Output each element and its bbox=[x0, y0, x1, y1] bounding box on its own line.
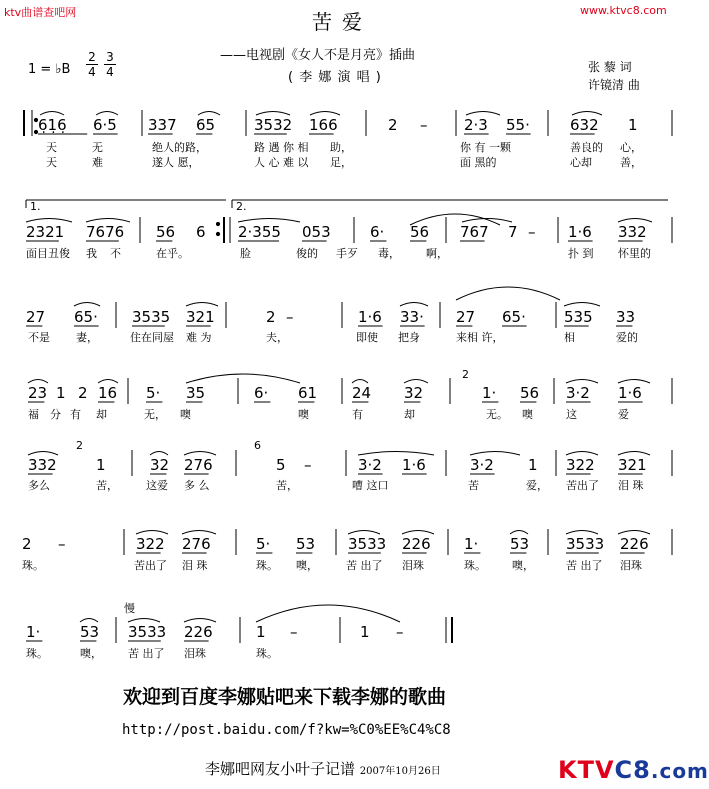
note: 3·2 bbox=[358, 456, 382, 474]
slur bbox=[186, 303, 218, 307]
lyric: 泪珠 bbox=[184, 647, 206, 660]
note: 56 bbox=[520, 384, 540, 402]
welcome-banner: 欢迎到百度李娜贴吧来下载李娜的歌曲 bbox=[123, 686, 447, 708]
lyric: 住在同屋 bbox=[130, 331, 174, 344]
lyric: 手歹 bbox=[336, 247, 358, 260]
slur bbox=[28, 452, 58, 456]
lyric: 多 么 bbox=[184, 479, 210, 492]
note: 33· bbox=[400, 308, 424, 326]
note: 1· bbox=[26, 623, 41, 641]
lyric: 噢 bbox=[298, 408, 309, 421]
lyric: 泪 珠 bbox=[618, 479, 644, 492]
note: 321 bbox=[186, 308, 215, 326]
meter-denominator: 4 bbox=[104, 64, 116, 79]
lyric: 多么 bbox=[28, 479, 50, 492]
lyric-verse-2: 人 心 难 以 bbox=[254, 156, 309, 169]
note: 7 bbox=[508, 223, 518, 241]
song-subtitle: ——电视剧《女人不是月亮》插曲 bbox=[220, 48, 416, 63]
lyric: 却 bbox=[96, 408, 107, 421]
lyric: 不 bbox=[110, 247, 121, 260]
lyric: 珠。 bbox=[464, 559, 486, 572]
note: 276 bbox=[184, 456, 213, 474]
note: 7676 bbox=[86, 223, 125, 241]
lyric: 即使 bbox=[356, 331, 378, 344]
lyricist-credit: 张 藜 词 bbox=[588, 60, 632, 74]
meter-numerator: 3 bbox=[106, 50, 114, 64]
note: 32 bbox=[150, 456, 170, 474]
note: 6·5 bbox=[93, 116, 117, 134]
lyric: 无 bbox=[92, 141, 103, 154]
lyric: 噢， bbox=[512, 559, 534, 572]
lyric: 脸 bbox=[240, 247, 251, 260]
note: 2 bbox=[78, 384, 88, 402]
lyric: 泪 珠 bbox=[182, 559, 208, 572]
lyric-verse-2: 面 黑的 bbox=[460, 156, 497, 169]
lyric: 绝人的路， bbox=[152, 141, 207, 154]
lyric: 福 bbox=[28, 408, 39, 421]
note: 55· bbox=[506, 116, 530, 134]
slur bbox=[238, 219, 300, 223]
note: 35 bbox=[186, 384, 206, 402]
note: 2·3 bbox=[464, 116, 488, 134]
note: 56 bbox=[410, 223, 430, 241]
lyric: 啊， bbox=[426, 247, 448, 260]
slur bbox=[98, 380, 118, 384]
slur bbox=[96, 112, 118, 116]
note: 321 bbox=[618, 456, 647, 474]
lyric: 爱， bbox=[526, 479, 548, 492]
note: 053 bbox=[302, 223, 331, 241]
note: 1·6 bbox=[618, 384, 642, 402]
note: 1 bbox=[96, 456, 106, 474]
slur bbox=[150, 452, 168, 456]
note: 1·6 bbox=[358, 308, 382, 326]
note: 1 bbox=[528, 456, 538, 474]
lyric: 有 bbox=[352, 408, 363, 421]
lyric: 苦出了 bbox=[566, 479, 599, 492]
lyric: 泪珠 bbox=[620, 559, 642, 572]
transcriber-name: 李娜吧网友小叶子记谱 bbox=[205, 760, 356, 778]
note: 23 bbox=[28, 384, 48, 402]
note: 632 bbox=[570, 116, 599, 134]
note: 6· bbox=[254, 384, 269, 402]
slur bbox=[184, 452, 216, 456]
meter-denominator: 4 bbox=[86, 64, 98, 79]
lyric: 难 为 bbox=[186, 331, 212, 344]
volta-1-label: 1. bbox=[30, 200, 41, 213]
note: 56 bbox=[156, 223, 176, 241]
note: 3532 bbox=[254, 116, 293, 134]
note: – bbox=[286, 308, 294, 326]
note: 3533 bbox=[128, 623, 167, 641]
site-watermark-left: ktv曲谱查吧网 bbox=[4, 6, 77, 19]
note: 2 bbox=[22, 535, 32, 553]
lyric: 不是 bbox=[28, 331, 50, 344]
note: 5· bbox=[256, 535, 271, 553]
note: 1· bbox=[464, 535, 479, 553]
lyric: 无。 bbox=[486, 408, 508, 421]
slur bbox=[186, 374, 300, 383]
meter-numerator: 2 bbox=[88, 50, 96, 64]
slur bbox=[404, 380, 428, 384]
lyric: 你 有 一颗 bbox=[460, 141, 511, 154]
lyric: 在乎。 bbox=[156, 247, 189, 260]
lyric: 噢 bbox=[180, 408, 191, 421]
repeat-dot bbox=[216, 222, 219, 225]
lyric-verse-2: 心却 bbox=[570, 156, 592, 169]
note: 2 bbox=[266, 308, 276, 326]
note: 61 bbox=[298, 384, 318, 402]
note: 226 bbox=[620, 535, 649, 553]
slur bbox=[128, 619, 160, 623]
note: 65· bbox=[502, 308, 526, 326]
lyric: 珠。 bbox=[256, 559, 278, 572]
slur bbox=[566, 531, 598, 535]
lyric: 把身 bbox=[398, 331, 420, 344]
note: 276 bbox=[182, 535, 211, 553]
note: 1 bbox=[360, 623, 370, 641]
lyric: 珠。 bbox=[22, 559, 44, 572]
lyric-verse-2: 足， bbox=[330, 156, 352, 169]
note: 65· bbox=[74, 308, 98, 326]
note: 1 bbox=[628, 116, 638, 134]
lyric-verse-2: 善， bbox=[620, 156, 642, 169]
lyric: 嘈 这口 bbox=[352, 479, 389, 492]
note: 226 bbox=[402, 535, 431, 553]
composer-credit: 许镜清 曲 bbox=[588, 78, 640, 92]
slur bbox=[348, 531, 380, 535]
lyric: 却 bbox=[404, 408, 415, 421]
note: 1·6 bbox=[402, 456, 426, 474]
lyric: 苦出了 bbox=[134, 559, 167, 572]
singer-credit: ( 李 娜 演 唱 ) bbox=[288, 70, 382, 85]
lyric: 路 遇 你 相 bbox=[254, 141, 309, 154]
lyric: 妻， bbox=[76, 331, 98, 344]
note: 53 bbox=[510, 535, 530, 553]
note: 2·355 bbox=[238, 223, 281, 241]
note: 226 bbox=[184, 623, 213, 641]
slur bbox=[618, 531, 650, 535]
repeat-dot bbox=[216, 232, 219, 235]
lyric: 这爱 bbox=[146, 479, 168, 492]
note: – bbox=[528, 223, 536, 241]
slur bbox=[470, 452, 520, 456]
note: 337 bbox=[148, 116, 177, 134]
lyric: 珠。 bbox=[256, 647, 278, 660]
lyric: 苦 bbox=[468, 479, 479, 492]
note: 32 bbox=[404, 384, 424, 402]
slur bbox=[352, 380, 368, 384]
logo-ktv: KTV bbox=[558, 756, 615, 784]
slur bbox=[618, 452, 650, 456]
note: 33 bbox=[616, 308, 636, 326]
note: – bbox=[58, 535, 66, 553]
lyric: 苦， bbox=[96, 479, 118, 492]
lyric: 天 bbox=[46, 141, 57, 154]
slur bbox=[80, 619, 98, 623]
slur bbox=[28, 380, 48, 384]
lyric: 噢 bbox=[522, 408, 533, 421]
note: 2321 bbox=[26, 223, 65, 241]
note: 65 bbox=[196, 116, 216, 134]
note: 535 bbox=[564, 308, 593, 326]
note: 6̣1̣6̣ bbox=[38, 116, 67, 134]
note: – bbox=[304, 456, 312, 474]
lyric: 爱的 bbox=[616, 331, 638, 344]
volta-2-label: 2. bbox=[236, 200, 247, 213]
slur bbox=[618, 219, 652, 223]
lyric: 这 bbox=[566, 408, 577, 421]
note: 1· bbox=[482, 384, 497, 402]
lyric: 珠。 bbox=[26, 647, 48, 660]
lyric: 俊的 bbox=[296, 247, 318, 260]
lyric: 我 bbox=[86, 247, 97, 260]
lyric: 爱 bbox=[618, 408, 629, 421]
lyric: 助， bbox=[330, 141, 352, 154]
key-signature: 1 = ♭B bbox=[28, 62, 71, 77]
slur bbox=[184, 619, 216, 623]
lyric: 心， bbox=[620, 141, 642, 154]
lyric: 苦 出了 bbox=[128, 647, 165, 660]
note: 16 bbox=[98, 384, 118, 402]
note: 3535 bbox=[132, 308, 171, 326]
logo-domain: .com bbox=[650, 759, 709, 783]
lyric: 噢， bbox=[80, 647, 102, 660]
note: 5· bbox=[146, 384, 161, 402]
lyric: 泪珠 bbox=[402, 559, 424, 572]
note: 3533 bbox=[348, 535, 387, 553]
note: 332 bbox=[28, 456, 57, 474]
lyric: 面目丑俊 bbox=[26, 247, 70, 260]
note: 6 bbox=[196, 223, 206, 241]
lyric: 苦 出了 bbox=[566, 559, 603, 572]
slur bbox=[566, 380, 598, 384]
slur bbox=[572, 112, 602, 116]
slur bbox=[618, 380, 650, 384]
lyric: 苦， bbox=[276, 479, 298, 492]
site-watermark-right: www.ktvc8.com bbox=[580, 4, 667, 17]
transcriber-credit bbox=[205, 758, 441, 779]
note: 332 bbox=[618, 223, 647, 241]
lyric-verse-2: 难 bbox=[92, 156, 103, 169]
note: 166 bbox=[309, 116, 338, 134]
slur bbox=[136, 531, 168, 535]
ktvc8-logo[interactable] bbox=[558, 756, 709, 784]
note: 3·2 bbox=[566, 384, 590, 402]
lyric: 分 bbox=[50, 408, 61, 421]
note: 322 bbox=[136, 535, 165, 553]
slur bbox=[182, 531, 216, 535]
source-url[interactable]: http://post.baidu.com/f?kw=%C0%EE%C4%C8 bbox=[122, 722, 451, 738]
lyric: 苦 出了 bbox=[346, 559, 383, 572]
lyric: 有 bbox=[70, 408, 81, 421]
note: 3·2 bbox=[470, 456, 494, 474]
note: – bbox=[396, 623, 404, 641]
note: 322 bbox=[566, 456, 595, 474]
note: 1·6 bbox=[568, 223, 592, 241]
lyric: 怀里的 bbox=[618, 247, 651, 260]
slur bbox=[86, 219, 130, 223]
slur bbox=[74, 303, 100, 307]
lyric: 相 bbox=[564, 331, 575, 344]
note: – bbox=[420, 116, 428, 134]
slur bbox=[466, 112, 500, 116]
slur bbox=[256, 112, 290, 116]
lyric: 无， bbox=[144, 408, 166, 421]
grace-note: 6 bbox=[254, 439, 261, 452]
slur bbox=[564, 303, 600, 307]
lyric: 夫， bbox=[266, 331, 288, 344]
note: 27 bbox=[26, 308, 46, 326]
slur bbox=[566, 452, 598, 456]
note: 5 bbox=[276, 456, 286, 474]
grace-note: 2 bbox=[76, 439, 83, 452]
slur bbox=[510, 531, 528, 535]
tempo-mark: 慢 bbox=[124, 602, 135, 615]
lyric-verse-2: 遂人 愿， bbox=[152, 156, 200, 169]
slur bbox=[400, 303, 428, 307]
lyric: 善良的 bbox=[570, 141, 603, 154]
note: 27 bbox=[456, 308, 476, 326]
note: 6· bbox=[370, 223, 385, 241]
slur bbox=[358, 452, 434, 456]
lyric-verse-2: 天 bbox=[46, 156, 57, 169]
note: 767 bbox=[460, 223, 489, 241]
slur bbox=[310, 112, 340, 116]
logo-c8: C8 bbox=[614, 756, 651, 784]
song-title: 苦爱 bbox=[312, 10, 372, 34]
slur bbox=[462, 219, 512, 223]
lyric: 噢， bbox=[296, 559, 318, 572]
lyric: 毒， bbox=[378, 247, 400, 260]
slur bbox=[40, 112, 64, 116]
slur bbox=[26, 219, 72, 223]
lyric: 来相 许， bbox=[456, 331, 504, 344]
slur bbox=[256, 605, 400, 622]
note: 53 bbox=[80, 623, 100, 641]
grace-note: 2 bbox=[462, 368, 469, 381]
note: 1 bbox=[256, 623, 266, 641]
note: 53 bbox=[296, 535, 316, 553]
slur bbox=[456, 287, 560, 300]
slur bbox=[198, 112, 220, 116]
note: 1 bbox=[56, 384, 66, 402]
note: 2 bbox=[388, 116, 398, 134]
note: – bbox=[290, 623, 298, 641]
lyric: 扑 到 bbox=[568, 247, 594, 260]
note: 24 bbox=[352, 384, 372, 402]
transcription-date: 2007年10月26日 bbox=[359, 766, 441, 777]
note: 3533 bbox=[566, 535, 605, 553]
slur bbox=[402, 531, 434, 535]
